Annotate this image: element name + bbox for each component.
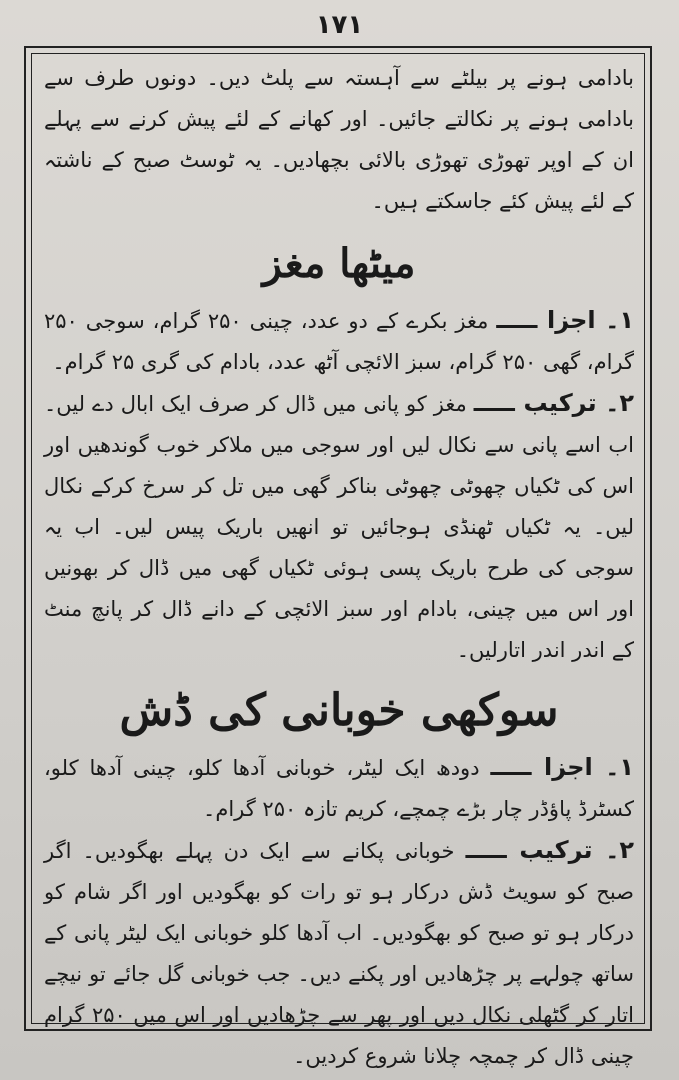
- recipe1-method-label: ۲۔ ترکیب ـــــ: [473, 389, 634, 417]
- intro-line-1: بادامی ہونے پر بیلٹے سے آہستہ سے پلٹ دیں۔ دونوں طرف سے بادامی ہونے پر نکالتے جائیں۔: [44, 66, 634, 131]
- intro-paragraph: [44, 58, 634, 222]
- recipe-title-sookhi-khubani: سوکھی خوبانی کی ڈش: [119, 685, 559, 736]
- recipe1-method: [44, 383, 634, 671]
- recipe-title-meetha-maghaz: میٹھا مغز: [262, 240, 416, 287]
- intro-line-3: ناشتہ کے لئے پیش کئے جاسکتے ہیں۔: [44, 148, 634, 213]
- recipe2-ingredients-label: ۱۔ اجزا ـــــ: [490, 753, 634, 781]
- recipe2-ingredients: [44, 747, 634, 830]
- recipe2-method: [44, 830, 634, 1077]
- recipe1-ingredients: [44, 300, 634, 383]
- intro-line-2: اور کھانے کے لئے پیش کرنے سے پہلے ان کے اوپر تھوڑی تھوڑی بالائی بچھادیں۔ یہ ٹوسٹ صبح کے: [44, 107, 634, 172]
- page-number: ۱۷۱: [315, 10, 364, 40]
- recipe1-ingredients-label: ۱۔ اجزا ـــــ: [496, 306, 635, 334]
- recipe1-ingredients-text: مغز بکرے کے دو عدد، چینی ۲۵۰ گرام، سوجی ۲۵۰ گرام، گھی ۲۵۰ گرام، سبز الائچی آٹھ عدد، بادام کی گری ۲۵ گرام۔: [44, 309, 634, 374]
- page-content: [44, 58, 635, 1068]
- recipe2-ingredients-text: دودھ ایک لیٹر، خوبانی آدھا کلو، چینی آدھا کلو، کسٹرڈ پاؤڈر چار بڑے چمچے، کریم تازہ ۲۵۰ گرام۔: [44, 756, 634, 821]
- recipe1-method-text: مغز کو پانی میں ڈال کر صرف ایک ابال دے لیں۔ اب اسے پانی سے نکال لیں اور سوجی میں ملاکر خوب گوندھیں اور اس کی ٹکیاں چھوٹی چھوٹی بناکر گھی میں تل کر سرخ کرکے نکال لیں۔ یہ ٹکیاں ٹھنڈی ہوجائیں تو انھیں باریک پیس لیں۔ اب یہ سوجی کی طرح باریک پسی ہوئی ٹکیاں گھی میں ڈال کر بھونیں اور اس میں چینی، بادام اور سبز الائچی کے دانے ڈال کر پانچ منٹ کے اندر اندر اتارلیں۔: [44, 392, 634, 662]
- recipe2-method-label: ۲۔ ترکیب ـــــ: [465, 836, 635, 864]
- recipe2-method-text: خوبانی پکانے سے ایک دن پہلے بھگودیں۔ اگر صبح کو سویٹ ڈش درکار ہو تو رات کو بھگودیں اور اگر شام کو درکار ہو تو صبح کو بھگودیں۔ اب آدھا کلو خوبانی ایک لیٹر پانی کے ساتھ چولہے پر چڑھادیں اور پکنے دیں۔ جب خوبانی گل جائے تو نیچے اتار کر گٹھلی نکال دیں اور پھر سے چڑھادیں اور اس میں ۲۵۰ گرام چینی ڈال کر چمچہ چلانا شروع کردیں۔: [44, 839, 634, 1068]
